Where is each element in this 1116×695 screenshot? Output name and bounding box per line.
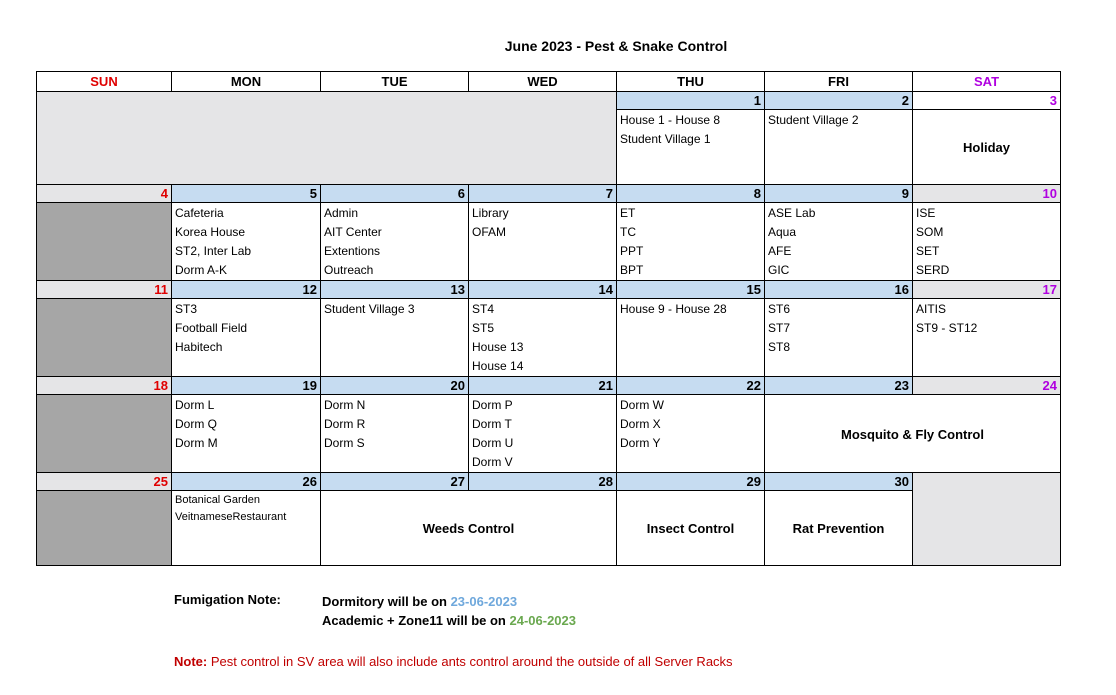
task-item: Student Village 1 xyxy=(620,132,711,146)
week1-number-row xyxy=(37,92,1061,110)
task-item: House 13 xyxy=(472,340,524,354)
header-sun: SUN xyxy=(37,72,172,92)
fumigation-line1-text: Dormitory will be on xyxy=(322,594,451,609)
fumigation-note-label: Fumigation Note: xyxy=(174,592,281,607)
sunday-cell xyxy=(37,491,172,566)
server-rack-note xyxy=(174,654,733,669)
week2-content-row xyxy=(37,203,1061,281)
weekday-header-row xyxy=(37,72,1061,92)
day-cell xyxy=(321,395,469,473)
day-number: 10 xyxy=(913,185,1061,203)
task-item: Korea House xyxy=(175,225,246,239)
task-item: PPT xyxy=(620,244,644,258)
sunday-cell xyxy=(37,395,172,473)
day-number: 19 xyxy=(172,377,321,395)
day-cell xyxy=(172,491,321,566)
task-item: Admin xyxy=(324,206,359,220)
task-item: ST7 xyxy=(768,321,791,335)
task-item: VeitnameseRestaurant xyxy=(175,511,287,523)
task-item: Library xyxy=(472,206,509,220)
day-number: 20 xyxy=(321,377,469,395)
task-item: OFAM xyxy=(472,225,507,239)
task-item: Student Village 2 xyxy=(768,113,859,127)
day-number: 14 xyxy=(469,281,617,299)
day-number: 1 xyxy=(617,92,765,110)
sunday-cell xyxy=(37,299,172,377)
day-cell xyxy=(617,203,765,281)
task-item: SET xyxy=(916,244,940,258)
task-item: Extentions xyxy=(324,244,381,258)
day-number: 9 xyxy=(765,185,913,203)
day-number: 12 xyxy=(172,281,321,299)
day-number: 24 xyxy=(913,377,1061,395)
insect-control-label: Insect Control xyxy=(617,491,765,566)
day-number: 4 xyxy=(37,185,172,203)
note-text: Pest control in SV area will also include ants control around the outside of all Server Racks xyxy=(207,654,733,669)
header-mon: MON xyxy=(172,72,321,92)
day-number: 22 xyxy=(617,377,765,395)
day-number: 5 xyxy=(172,185,321,203)
task-item: Dorm N xyxy=(324,398,366,412)
day-cell xyxy=(172,395,321,473)
task-item: SOM xyxy=(916,225,944,239)
day-cell xyxy=(617,299,765,377)
calendar-table xyxy=(36,71,1061,566)
task-item: Botanical Garden xyxy=(175,494,260,506)
task-item: ST8 xyxy=(768,340,791,354)
task-item: ET xyxy=(620,206,636,220)
day-number: 27 xyxy=(321,473,469,491)
task-item: ST5 xyxy=(472,321,495,335)
task-item: Dorm L xyxy=(175,398,215,412)
fumigation-line-academic xyxy=(322,611,576,630)
week5-number-row xyxy=(37,473,1061,491)
week3-number-row xyxy=(37,281,1061,299)
weeds-control-label: Weeds Control xyxy=(321,491,617,566)
day-number: 3 xyxy=(913,92,1061,110)
task-item: AFE xyxy=(768,244,792,258)
header-tue: TUE xyxy=(321,72,469,92)
task-item: Cafeteria xyxy=(175,206,224,220)
mosquito-fly-control-label: Mosquito & Fly Control xyxy=(765,395,1061,473)
task-item: TC xyxy=(620,225,636,239)
day-cell xyxy=(321,203,469,281)
week2-number-row xyxy=(37,185,1061,203)
day-cell xyxy=(765,110,913,185)
page-title: June 2023 - Pest & Snake Control xyxy=(504,38,728,54)
task-item: AIT Center xyxy=(324,225,382,239)
day-number: 8 xyxy=(617,185,765,203)
task-item: Dorm M xyxy=(175,436,218,450)
week4-number-row xyxy=(37,377,1061,395)
task-item: Dorm X xyxy=(620,417,661,431)
day-number: 29 xyxy=(617,473,765,491)
task-item: BPT xyxy=(620,263,644,277)
task-item: Dorm V xyxy=(472,455,513,469)
empty-cell xyxy=(37,92,617,185)
day-number: 23 xyxy=(765,377,913,395)
day-number: 26 xyxy=(172,473,321,491)
empty-cell xyxy=(913,473,1061,566)
task-item: ST9 - ST12 xyxy=(916,321,978,335)
academic-date: 24-06-2023 xyxy=(509,613,576,628)
day-number: 11 xyxy=(37,281,172,299)
task-item: ST3 xyxy=(175,302,198,316)
day-number: 15 xyxy=(617,281,765,299)
sunday-cell xyxy=(37,203,172,281)
day-cell xyxy=(913,299,1061,377)
task-item: AITIS xyxy=(916,302,947,316)
dormitory-date: 23-06-2023 xyxy=(450,594,518,609)
day-number: 17 xyxy=(913,281,1061,299)
task-item: Outreach xyxy=(324,263,374,277)
task-item: Aqua xyxy=(768,225,797,239)
day-cell xyxy=(617,395,765,473)
day-cell xyxy=(469,299,617,377)
task-item: Dorm A-K xyxy=(175,263,228,277)
task-item: Dorm Y xyxy=(620,436,661,450)
day-number: 30 xyxy=(765,473,913,491)
header-sat: SAT xyxy=(913,72,1061,92)
task-item: Student Village 3 xyxy=(324,302,415,316)
task-item: GIC xyxy=(768,263,790,277)
day-number: 2 xyxy=(765,92,913,110)
day-number: 21 xyxy=(469,377,617,395)
day-cell xyxy=(172,203,321,281)
day-number: 25 xyxy=(37,473,172,491)
week4-content-row xyxy=(37,395,1061,473)
fumigation-line-dormitory xyxy=(322,592,576,611)
task-item: ISE xyxy=(916,206,936,220)
day-cell xyxy=(913,203,1061,281)
day-cell xyxy=(765,203,913,281)
task-item: Dorm Q xyxy=(175,417,217,431)
header-wed: WED xyxy=(469,72,617,92)
day-cell xyxy=(321,299,469,377)
day-number: 13 xyxy=(321,281,469,299)
fumigation-note-body xyxy=(322,592,576,630)
header-thu: THU xyxy=(617,72,765,92)
day-number: 7 xyxy=(469,185,617,203)
week3-content-row xyxy=(37,299,1061,377)
task-item: ASE Lab xyxy=(768,206,816,220)
day-cell xyxy=(469,203,617,281)
day-number: 16 xyxy=(765,281,913,299)
rat-prevention-label: Rat Prevention xyxy=(765,491,913,566)
day-number: 18 xyxy=(37,377,172,395)
day-cell xyxy=(469,395,617,473)
day-cell xyxy=(617,110,765,185)
note-label: Note: xyxy=(174,654,208,669)
day-number: 28 xyxy=(469,473,617,491)
task-item: SERD xyxy=(916,263,950,277)
task-item: ST4 xyxy=(472,302,495,316)
week5-content-row xyxy=(37,491,1061,566)
task-item: Dorm W xyxy=(620,398,664,412)
day-number: 6 xyxy=(321,185,469,203)
day-cell xyxy=(765,299,913,377)
task-item: Dorm R xyxy=(324,417,366,431)
holiday-label: Holiday xyxy=(913,110,1061,185)
task-item: House 14 xyxy=(472,359,524,373)
fumigation-line2-text: Academic + Zone11 will be on xyxy=(322,613,510,628)
task-item: House 9 - House 28 xyxy=(620,302,727,316)
task-item: ST6 xyxy=(768,302,791,316)
task-item: Football Field xyxy=(175,321,248,335)
day-cell xyxy=(172,299,321,377)
task-item: Dorm P xyxy=(472,398,513,412)
task-item: ST2, Inter Lab xyxy=(175,244,252,258)
task-item: Dorm U xyxy=(472,436,514,450)
header-fri: FRI xyxy=(765,72,913,92)
task-item: House 1 - House 8 xyxy=(620,113,721,127)
task-item: Dorm S xyxy=(324,436,365,450)
task-item: Dorm T xyxy=(472,417,512,431)
task-item: Habitech xyxy=(175,340,223,354)
